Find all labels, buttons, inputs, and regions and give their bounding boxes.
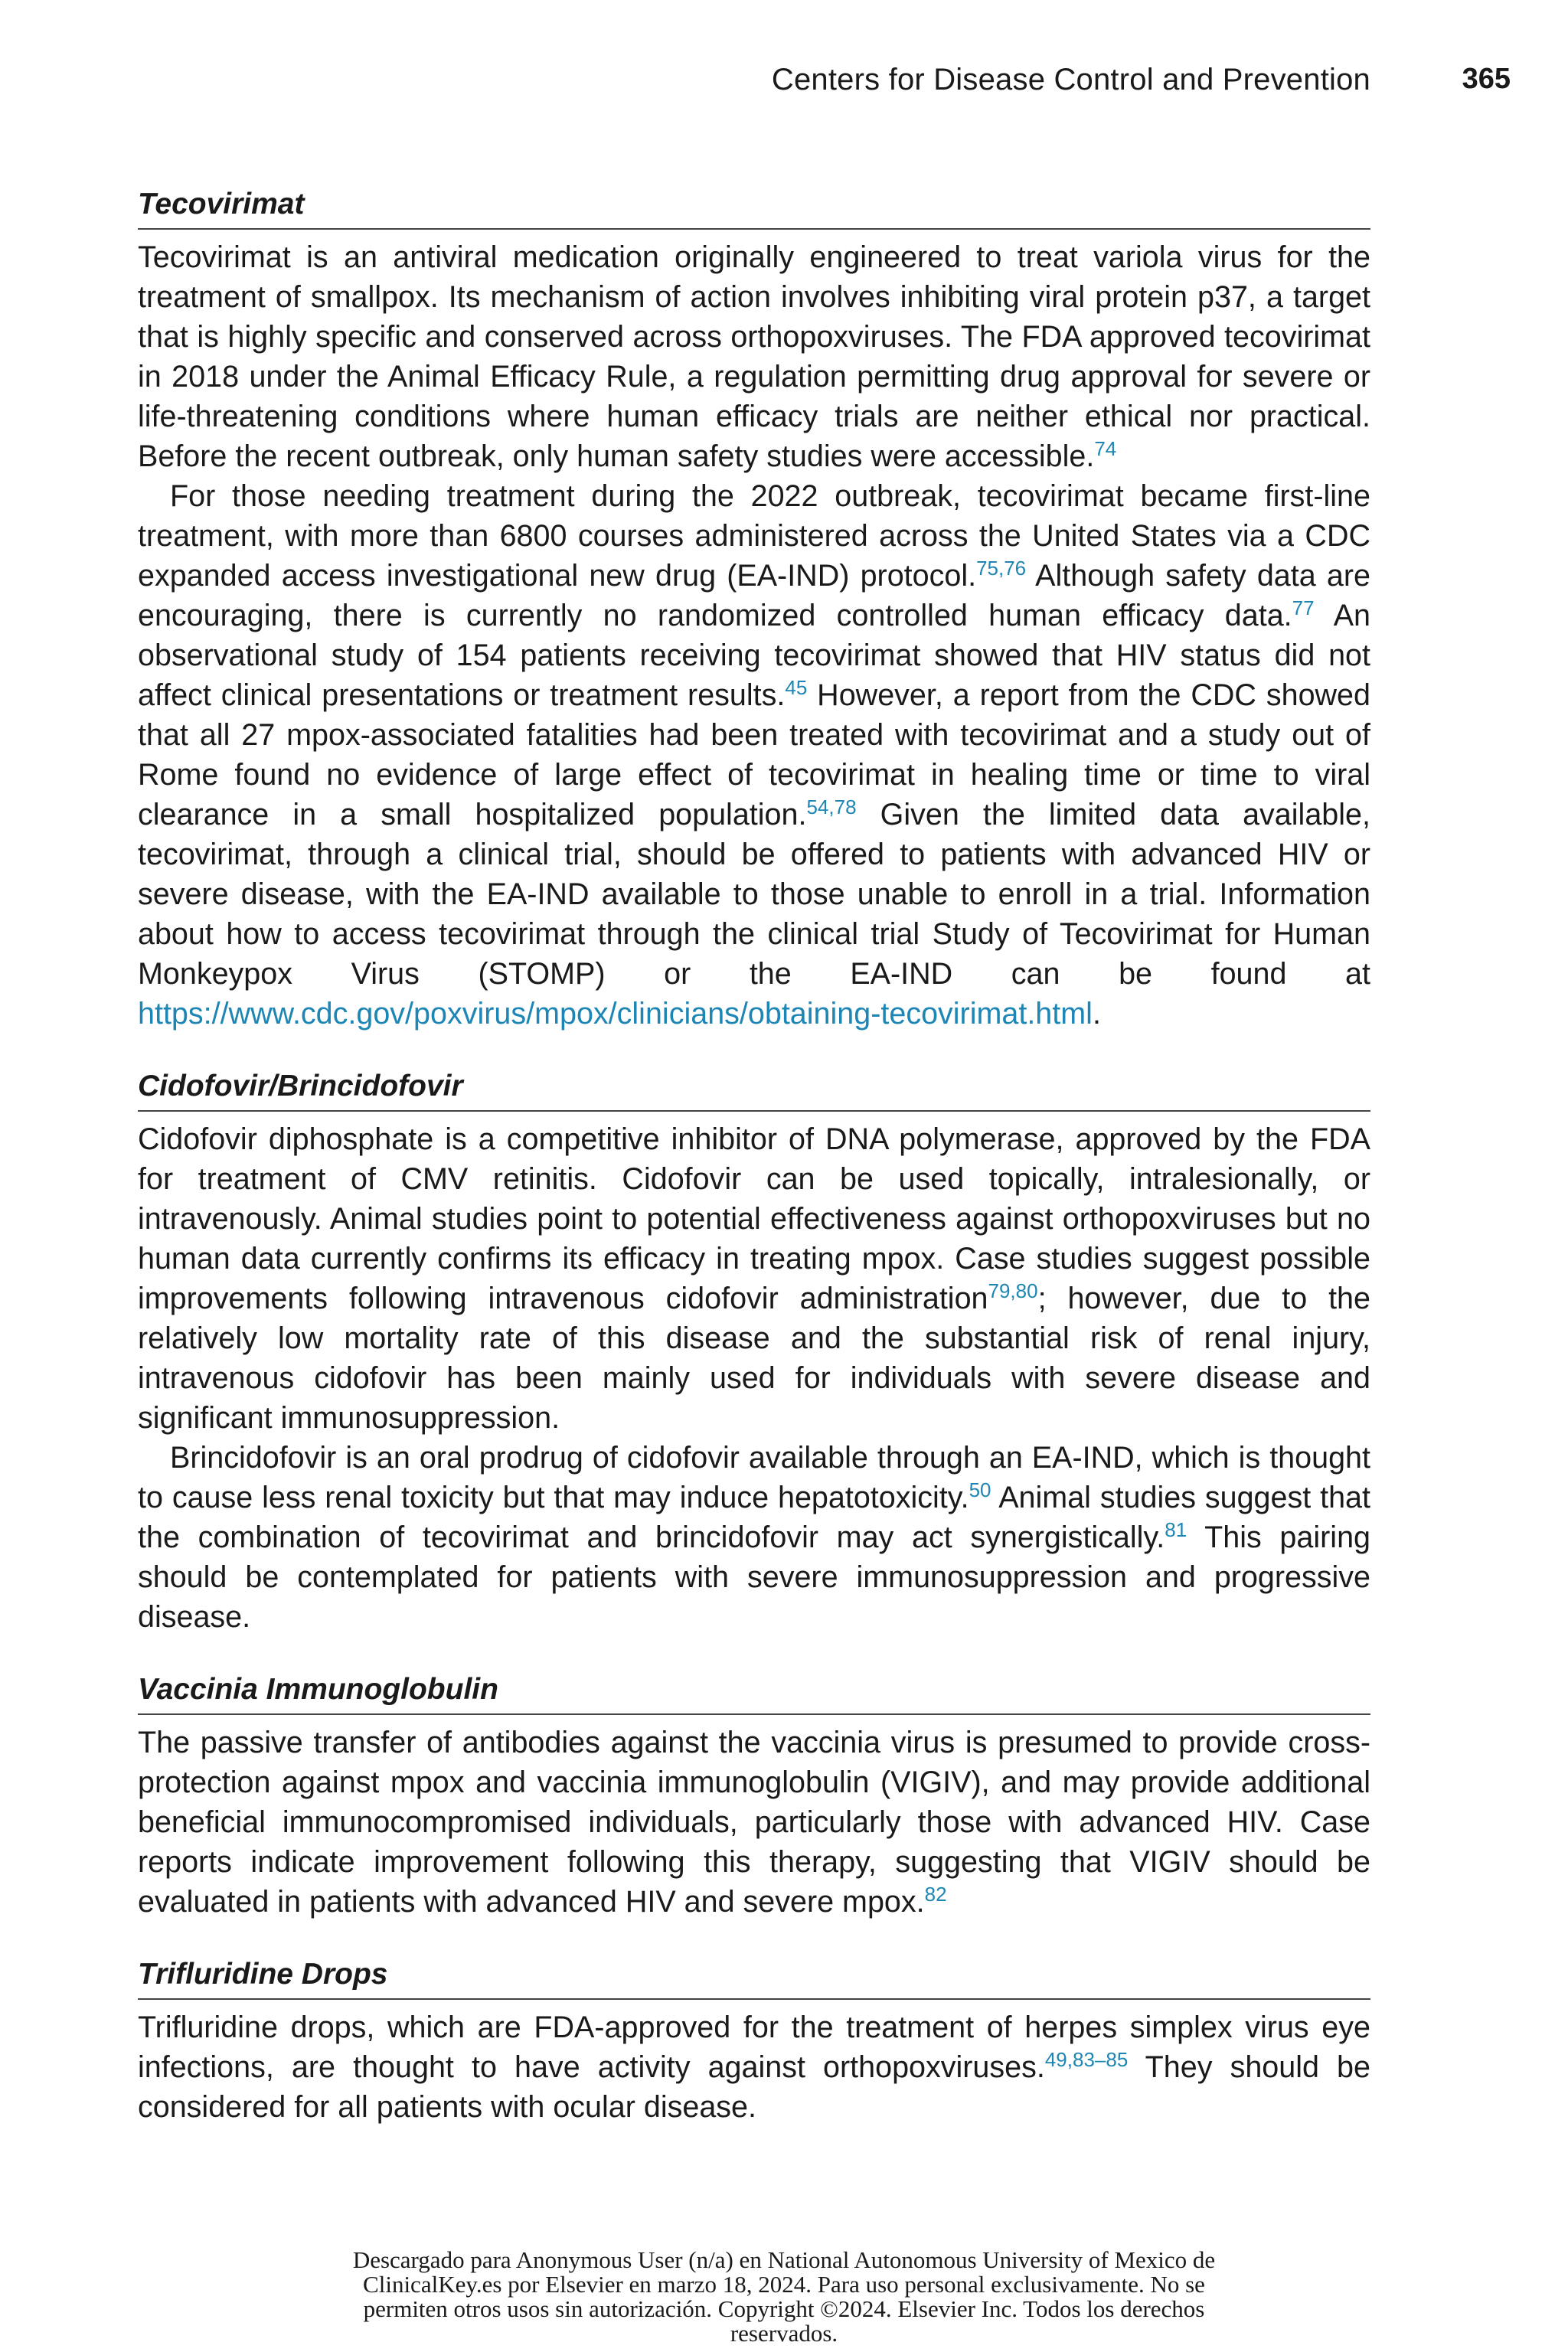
section-cidofovir [138,1064,1370,1637]
paragraph-text: ; however, due to the relatively low mortality rate of this disease and the substantial risk of renal injury, intravenous cidofovir has been mainly used for individuals with severe disease and significant immunosuppression. [138,1282,1370,1435]
download-notice-line: reservados. [730,2320,838,2347]
paragraph-text: Although safety data are encouraging, there is currently no randomized controlled human efficacy data. [138,559,1370,632]
paragraph [138,476,1370,1034]
paragraph-text: An observational study of 154 patients receiving tecovirimat showed that HIV status did not affect clinical presentations or treatment results. [138,599,1371,712]
paragraph-text: They should be considered for all patients with ocular disease. [138,2050,1370,2124]
article-body [138,182,1370,2127]
paragraph [138,1723,1370,1922]
reference-link[interactable]: 49,83–85 [1044,2048,1129,2071]
paragraph-text: Animal studies suggest that the combination of tecovirimat and brincidofovir may act synergistically. [138,1481,1370,1554]
section-trifluridine [138,1952,1370,2127]
download-notice [0,2248,1568,2346]
download-notice-line: permiten otros usos sin autorización. Copyright ©2024. Elsevier Inc. Todos los derechos [363,2295,1205,2322]
reference-link[interactable]: 79,80 [988,1279,1038,1302]
running-title: Centers for Disease Control and Prevention [771,63,1370,96]
section-title-cidofovir: Cidofovir/Brincidofovir [138,1064,1370,1112]
paragraph-text: Brincidofovir is an oral prodrug of cidofovir available through an EA-IND, which is thought to cause less renal toxicity but that may induce hepatotoxicity. [138,1441,1370,1514]
page-number: 365 [1462,63,1511,95]
paragraph-text: However, a report from the CDC showed that all 27 mpox-associated fatalities had been treated with tecovirimat and a study out of Rome found no evidence of large effect of tecovirimat in healing time or time to viral clearance in a small hospitalized population. [138,678,1370,831]
paragraph-text: For those needing treatment during the 2022 outbreak, tecovirimat became first-line treatment, with more than 6800 courses administered across the United States via a CDC expanded access investigational new drug (EA-IND) protocol. [138,479,1370,593]
paragraph-text: This pairing should be contemplated for patients with severe immunosuppression and progressive disease. [138,1521,1370,1634]
paragraph [138,1438,1370,1637]
cdc-tecovirimat-link[interactable]: https://www.cdc.gov/poxvirus/mpox/clinicians/obtaining-tecovirimat.html [138,997,1093,1031]
section-title-vaccinia: Vaccinia Immunoglobulin [138,1668,1370,1715]
reference-link[interactable]: 50 [969,1478,991,1501]
paragraph [138,237,1370,476]
download-notice-line: ClinicalKey.es por Elsevier en marzo 18, 2024. Para uso personal exclusivamente. No se [363,2271,1205,2298]
section-title-tecovirimat: Tecovirimat [138,182,1370,230]
reference-link[interactable]: 77 [1292,596,1315,619]
paragraph-text: Cidofovir diphosphate is a competitive inhibitor of DNA polymerase, approved by the FDA for treatment of CMV retinitis. Cidofovir can be used topically, intralesionally, or intravenously. Animal studies point to potential effectiveness against orthopoxviruses but no human data currently confirms its efficacy in treating mpox. Case studies suggest possible improvements following intravenous cidofovir administration [138,1122,1370,1315]
paragraph-text: Tecovirimat is an antiviral medication originally engineered to treat variola virus for the treatment of smallpox. Its mechanism of action involves inhibiting viral protein p37, a target that is highly specific and conserved across orthopoxviruses. The FDA approved tecovirimat in 2018 under the Animal Efficacy Rule, a regulation permitting drug approval for severe or life-threatening conditions where human efficacy trials are neither ethical nor practical. Before the recent outbreak, only human safety studies were accessible. [138,240,1370,473]
reference-link[interactable]: 81 [1165,1518,1187,1541]
reference-link[interactable]: 75,76 [976,557,1027,580]
reference-link[interactable]: 54,78 [806,795,857,818]
paragraph-text: . [1092,997,1101,1031]
paragraph [138,2007,1370,2127]
download-notice-line: Descargado para Anonymous User (n/a) en National Autonomous University of Mexico de [352,2246,1216,2273]
paragraph-text: Trifluridine drops, which are FDA-approved for the treatment of herpes simplex virus eye infections, are thought to have activity against orthopoxviruses. [138,2011,1370,2084]
section-title-trifluridine: Trifluridine Drops [138,1952,1370,2000]
paragraph [138,1119,1370,1438]
paragraph-text: The passive transfer of antibodies against the vaccinia virus is presumed to provide cross-protection against mpox and vaccinia immunoglobulin (VIGIV), and may provide additional beneficial immunocompromised individuals, particularly those with advanced HIV. Case reports indicate improvement following this therapy, suggesting that VIGIV should be evaluated in patients with advanced HIV and severe mpox. [138,1726,1370,1919]
reference-link[interactable]: 82 [924,1883,947,1906]
reference-link[interactable]: 45 [785,676,808,699]
paragraph-text: Given the limited data available, tecovirimat, through a clinical trial, should be offered to patients with advanced HIV or severe disease, with the EA-IND available to those unable to enroll in a trial. Information about how to access tecovirimat through the clinical trial Study of Tecovirimat for Human Monkeypox Virus (STOMP) or the EA-IND can be found at [138,798,1370,991]
section-tecovirimat [138,182,1370,1034]
reference-link[interactable]: 74 [1094,437,1117,460]
page-header [0,63,1568,109]
section-vaccinia-immunoglobulin [138,1668,1370,1922]
